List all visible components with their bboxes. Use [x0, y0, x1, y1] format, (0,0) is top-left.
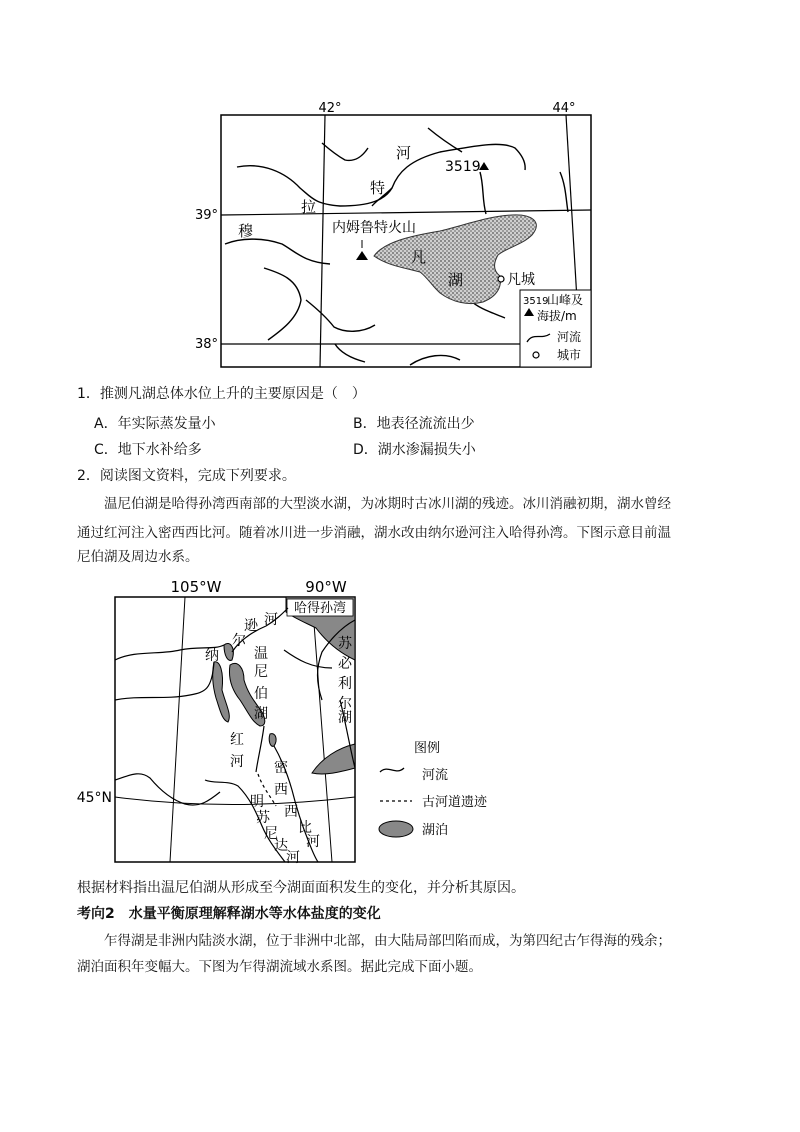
volcano-icon [356, 251, 368, 260]
q1-option-c-letter: C． [94, 442, 118, 458]
svg-text:温: 温 [254, 646, 268, 662]
lon-label-105w: 105°W [170, 578, 222, 596]
label-lake-fan: 凡 [411, 248, 427, 266]
section-paragraph-line-1: 乍得湖是非洲内陆淡水湖，位于非洲中北部，由大陆局部凹陷而成，为第四纪古乍得海的残余； [104, 933, 671, 949]
q1-option-a [94, 414, 216, 434]
label-peak-value: 3519 [445, 159, 481, 175]
lat-label-45n: 45°N [76, 790, 112, 806]
legend-peak-label-2: 海拔/m [537, 309, 577, 323]
svg-text:湖: 湖 [338, 710, 352, 726]
q2-paragraph-line-2: 通过红河注入密西西比河。随着冰川进一步消融，湖水改由纳尔逊河注入哈得孙湾。下图示意目前温 [77, 525, 671, 541]
svg-text:河: 河 [264, 612, 278, 628]
legend2-ancient-label: 古河道遗迹 [422, 795, 488, 810]
svg-text:河: 河 [230, 754, 244, 770]
parallel-39 [221, 210, 591, 215]
lon-label-90w: 90°W [305, 578, 347, 596]
svg-text:必: 必 [338, 656, 352, 672]
legend-city-icon [533, 352, 539, 358]
q1-option-b [353, 414, 475, 434]
q2-paragraph-line-1: 温尼伯湖是哈得孙湾西南部的大型淡水湖，为冰期时古冰川湖的残迹。冰川消融初期，湖水曾经 [104, 496, 671, 512]
lake-winnipeg-label [254, 646, 268, 722]
label-la: 拉 [301, 198, 317, 216]
svg-text:河: 河 [306, 834, 320, 850]
lake-small-2 [269, 734, 276, 747]
lon-label-44: 44° [552, 101, 576, 116]
q1-option-d-letter: D． [353, 442, 378, 458]
hudson-bay-label: 哈得孙湾 [293, 601, 347, 616]
svg-text:尼: 尼 [264, 826, 278, 842]
legend-peak-label-1: 山峰及 [547, 293, 584, 307]
legend2-river-label: 河流 [422, 768, 449, 783]
lake-van-map [190, 95, 610, 370]
q1-option-c-text: 地下水补给多 [117, 442, 202, 458]
label-lake-hu: 湖 [448, 271, 464, 289]
lake-winnipeg-map [70, 572, 510, 872]
legend-peak-number: 3519 [523, 296, 549, 307]
legend2-lake-icon [379, 821, 413, 837]
legend-city-label: 城市 [557, 348, 582, 362]
q1-option-b-text: 地表径流流出少 [376, 416, 475, 432]
svg-text:比: 比 [298, 820, 312, 836]
svg-text:河: 河 [286, 850, 300, 866]
q2-ask: 根据材料指出温尼伯湖从形成至今湖面面积发生的变化，并分析其原因。 [77, 880, 525, 896]
legend2-title: 图例 [414, 741, 441, 756]
q1-question: 1．推测凡湖总体水位上升的主要原因是（ ） [77, 386, 366, 402]
q2-heading: 2．阅读图文资料，完成下列要求。 [77, 468, 296, 484]
svg-text:西: 西 [284, 804, 298, 820]
svg-text:苏: 苏 [338, 636, 352, 652]
q1-option-a-text: 年实际蒸发量小 [117, 416, 216, 432]
q1-option-d-text: 湖水渗漏损失小 [377, 442, 476, 458]
svg-text:尼: 尼 [254, 664, 268, 680]
svg-text:尔: 尔 [232, 633, 246, 649]
label-city: 凡城 [507, 272, 535, 288]
legend2-river-icon [380, 768, 404, 772]
lake-manitoba-shape [213, 662, 230, 722]
lake-superior-label [338, 635, 353, 726]
label-te: 特 [370, 179, 386, 197]
lon-label-42: 42° [318, 101, 342, 116]
legend-river-label: 河流 [557, 330, 582, 344]
red-river-label [230, 732, 244, 770]
svg-text:密: 密 [274, 760, 288, 776]
svg-text:西: 西 [274, 782, 288, 798]
meridian-105w [170, 597, 185, 862]
svg-text:伯: 伯 [254, 686, 268, 702]
svg-text:尔: 尔 [338, 696, 352, 712]
section-heading: 考向2 水量平衡原理解释湖水等水体盐度的变化 [77, 906, 381, 922]
svg-text:湖: 湖 [254, 706, 268, 722]
lat-label-39: 39° [194, 208, 218, 223]
svg-text:逊: 逊 [244, 618, 258, 634]
q1-option-b-letter: B． [353, 416, 377, 432]
svg-text:达: 达 [274, 838, 288, 854]
svg-text:纳: 纳 [205, 648, 219, 664]
label-mu: 穆 [238, 222, 254, 240]
q1-option-d [353, 440, 476, 460]
parallel-45n [115, 797, 355, 805]
label-he: 河 [396, 144, 412, 162]
q1-option-a-letter: A． [94, 416, 118, 432]
svg-text:利: 利 [338, 676, 352, 692]
svg-text:红: 红 [230, 732, 244, 748]
lake-superior-shape [312, 744, 355, 774]
svg-text:明: 明 [250, 794, 264, 810]
section-paragraph-line-2: 湖泊面积年变幅大。下图为乍得湖流域水系图。据此完成下面小题。 [77, 959, 482, 975]
q2-paragraph-line-3: 尼伯湖及周边水系。 [77, 549, 199, 565]
city-icon [498, 276, 504, 282]
svg-text:苏: 苏 [256, 810, 270, 826]
meridian-42 [320, 115, 325, 367]
legend2-lake-label: 湖泊 [422, 823, 449, 838]
q1-option-c [94, 440, 202, 460]
lat-label-38: 38° [194, 337, 218, 352]
label-volcano: 内姆鲁特火山 [332, 220, 416, 236]
